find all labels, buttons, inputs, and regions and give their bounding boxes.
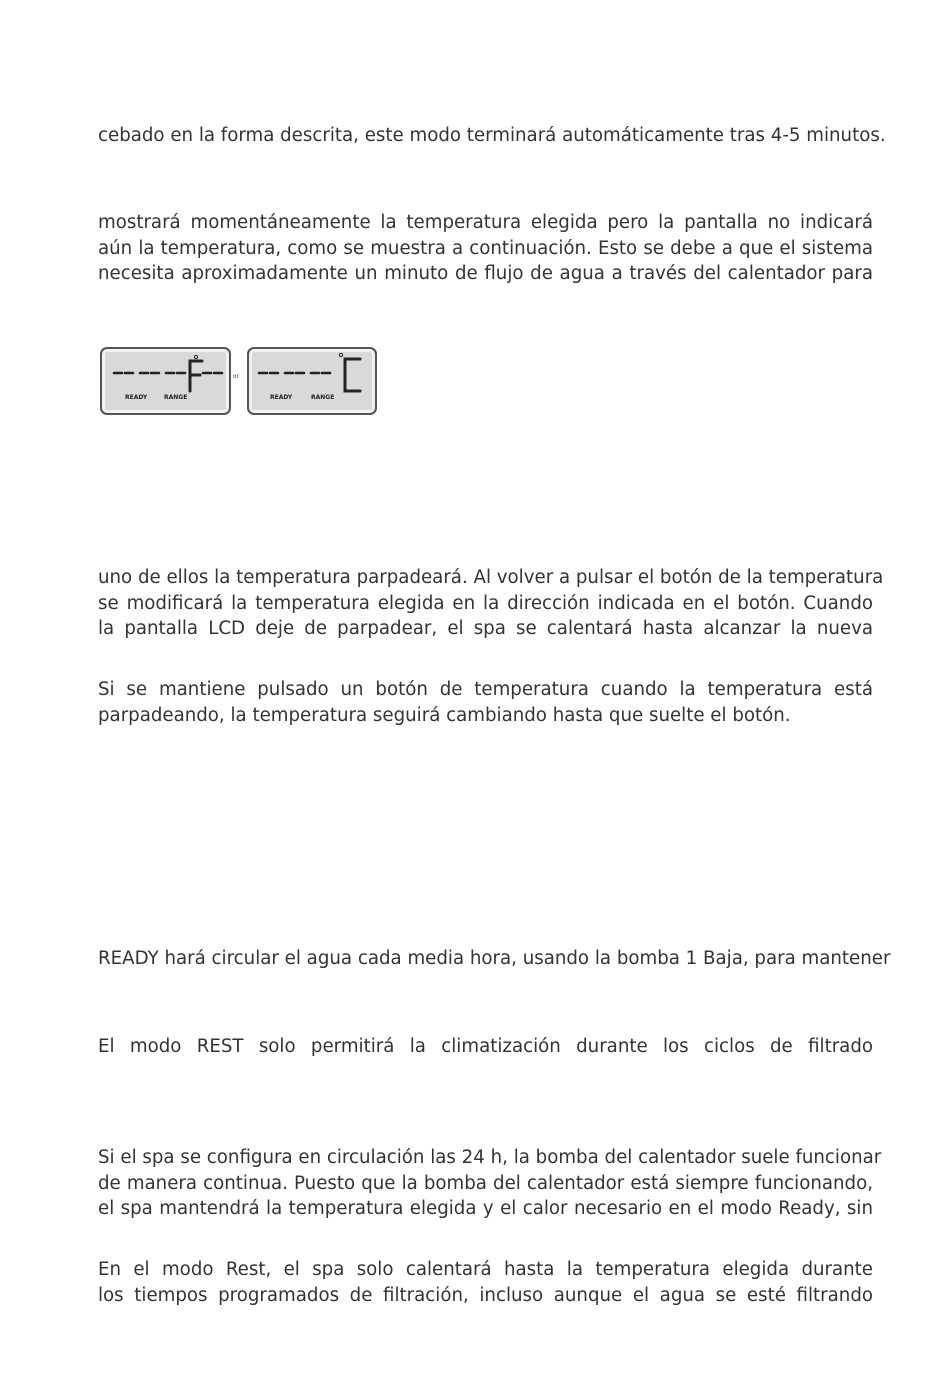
text-line: necesita aproximadamente un minuto de flujo de agua a través del calentador para xyxy=(98,263,873,284)
paragraph-24h-circulation xyxy=(98,1145,882,1222)
paragraph-temperature-display xyxy=(98,210,873,287)
text-line: se modificará la temperatura elegida en la dirección indicada en el botón. Cuando xyxy=(98,592,873,614)
lcd-range-label: RANGE xyxy=(164,394,188,401)
text-line: READY hará circular el agua cada media hora, usando la bomba 1 Baja, para mantener xyxy=(98,948,891,969)
text-line: cebado en la forma descrita, este modo terminará automáticamente tras 4-5 minutos. xyxy=(98,125,886,146)
text-line: los tiempos programados de filtración, incluso aunque el agua se esté filtrando xyxy=(98,1284,873,1306)
figure-or-label: or xyxy=(233,373,240,380)
text-line: la pantalla LCD deje de parpadear, el spa se calentará hasta alcanzar la nueva xyxy=(98,618,873,639)
lcd-segments-fahrenheit xyxy=(102,349,229,413)
lcd-display-celsius xyxy=(247,347,377,415)
paragraph-rest-heating xyxy=(98,1257,873,1308)
paragraph-priming xyxy=(98,123,886,149)
lcd-segments-celsius xyxy=(249,349,375,413)
lcd-display-fahrenheit xyxy=(100,347,231,415)
lcd-range-label: RANGE xyxy=(311,394,335,401)
paragraph-rest-mode xyxy=(98,1034,873,1060)
text-line: Si se mantiene pulsado un botón de temperatura cuando la temperatura está xyxy=(98,679,873,700)
text-line: parpadeando, la temperatura seguirá cambiando hasta que suelte el botón. xyxy=(98,704,791,726)
text-line: aún la temperatura, como se muestra a continuación. Esto se debe a que el sistema xyxy=(98,237,873,259)
text-line: de manera continua. Puesto que la bomba del calentador está siempre funcionando, xyxy=(98,1172,873,1194)
text-line: el spa mantendrá la temperatura elegida y el calor necesario en el modo Ready, sin xyxy=(98,1198,873,1219)
lcd-ready-label: READY xyxy=(270,394,293,401)
paragraph-temperature-blink xyxy=(98,565,884,642)
text-line: En el modo Rest, el spa solo calentará hasta la temperatura elegida durante xyxy=(98,1259,873,1280)
text-line: Si el spa se configura en circulación las 24 h, la bomba del calentador suele funcionar xyxy=(98,1147,882,1168)
paragraph-hold-button xyxy=(98,677,873,728)
text-line: uno de ellos la temperatura parpadeará. Al volver a pulsar el botón de la temperatura xyxy=(98,567,884,588)
lcd-ready-label: READY xyxy=(125,394,148,401)
paragraph-ready-mode xyxy=(98,946,891,972)
text-line: El modo REST solo permitirá la climatización durante los ciclos de filtrado xyxy=(98,1036,873,1057)
text-line: mostrará momentáneamente la temperatura elegida pero la pantalla no indicará xyxy=(98,212,873,233)
